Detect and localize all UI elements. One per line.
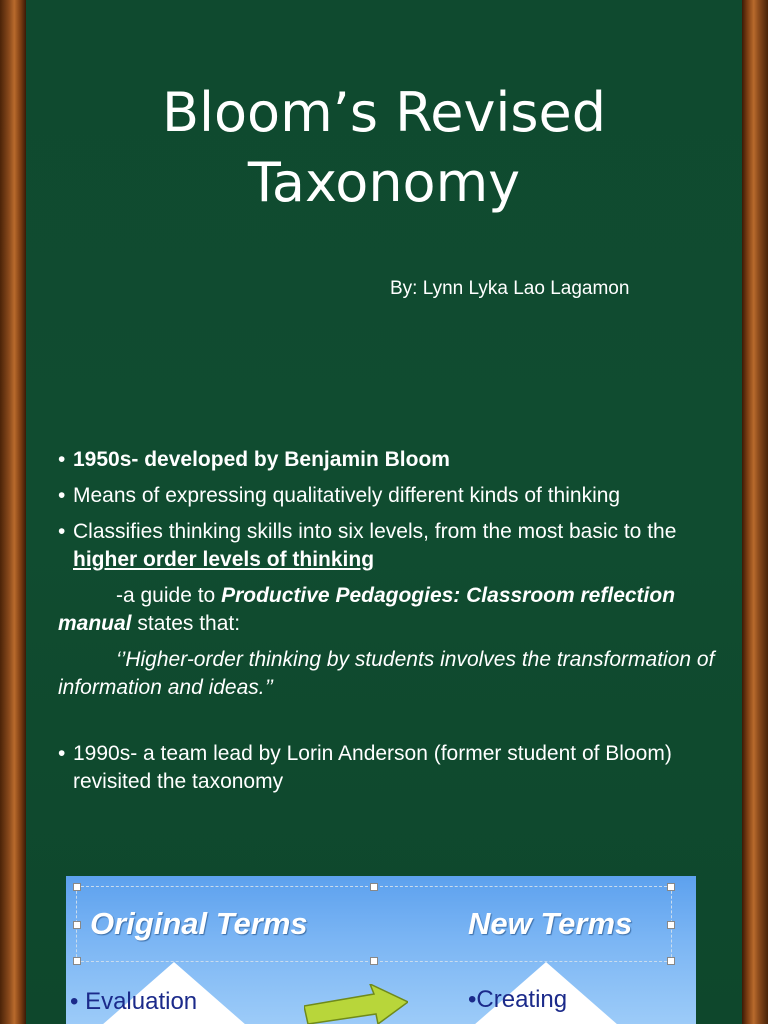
spacer xyxy=(58,710,718,740)
chalkboard-slide xyxy=(26,0,742,1024)
right-frame-border xyxy=(742,0,768,1024)
higher-order-underlined: higher order levels of thinking xyxy=(73,548,375,571)
resize-handle xyxy=(667,957,675,965)
guide-suffix: states that: xyxy=(131,612,241,635)
bullet-dot: • xyxy=(58,484,66,507)
bullet-classifies-text: Classifies thinking skills into six levels, from the most basic to the xyxy=(73,520,677,543)
bullet-1950s-text: 1950s- developed by Benjamin Bloom xyxy=(73,448,450,471)
guide-title: Productive Pedagogies: Classroom reflection manual xyxy=(58,584,676,635)
slide-title xyxy=(26,78,742,218)
bullet-1990s-text: 1990s- a team lead by Lorin Anderson (former student of Bloom) revisited the taxonomy xyxy=(73,742,672,793)
creating-item: •Creating xyxy=(468,986,568,1013)
bullet-dot: • xyxy=(58,520,66,543)
resize-handle xyxy=(73,921,81,929)
bullet-means xyxy=(58,482,718,510)
resize-handle xyxy=(73,883,81,891)
resize-handle xyxy=(667,921,675,929)
taxonomy-diagram-image xyxy=(66,876,696,1024)
bullet-1950s xyxy=(58,446,718,474)
resize-handle xyxy=(370,883,378,891)
bullet-dot: • xyxy=(58,448,66,471)
resize-handle xyxy=(73,957,81,965)
slide-body xyxy=(58,446,718,804)
title-line-2: Taxonomy xyxy=(247,151,521,214)
bullet-means-text: Means of expressing qualitatively different kinds of thinking xyxy=(73,484,621,507)
author-byline: By: Lynn Lyka Lao Lagamon xyxy=(390,278,630,299)
guide-prefix: -a guide to xyxy=(116,584,222,607)
title-line-1: Bloom’s Revised xyxy=(161,81,607,144)
quote-paragraph: ‘’Higher-order thinking by students involves the transformation of information and ideas.’’ xyxy=(58,648,715,699)
left-frame-border xyxy=(0,0,26,1024)
new-terms-heading: New Terms xyxy=(468,906,633,941)
resize-handle xyxy=(667,883,675,891)
bullet-dot: • xyxy=(58,742,66,765)
bullet-1990s xyxy=(58,740,718,796)
bullet-classifies xyxy=(58,518,718,574)
resize-handle xyxy=(370,957,378,965)
guide-paragraph xyxy=(58,582,718,638)
original-terms-heading: Original Terms xyxy=(90,906,308,941)
arrow-icon xyxy=(304,984,408,1024)
evaluation-item: • Evaluation xyxy=(70,988,198,1015)
